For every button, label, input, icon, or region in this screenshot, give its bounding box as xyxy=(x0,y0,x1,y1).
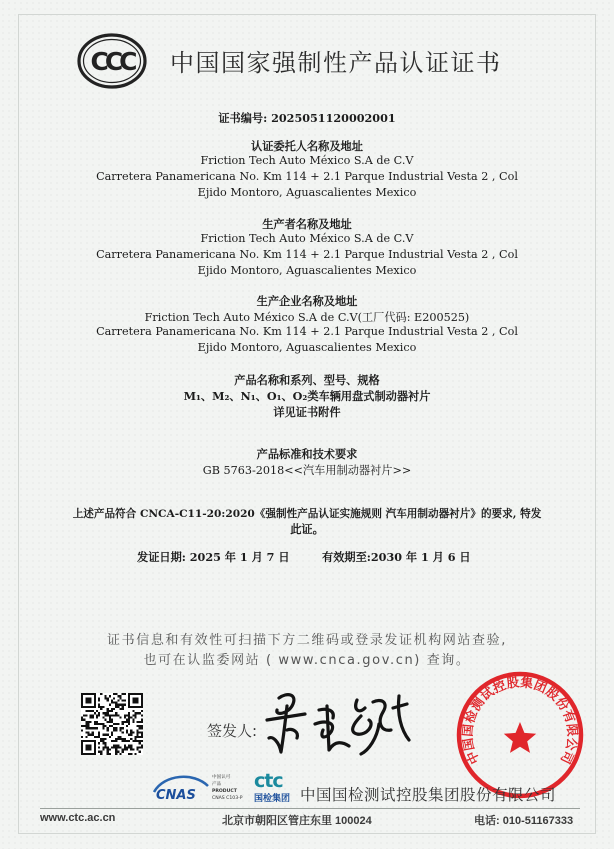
issue-date: 发证日期: 2025 年 1 月 7 日 xyxy=(137,550,290,564)
footer-phone: 电话: 010-51167333 xyxy=(474,815,574,827)
ctc-logo-text: ctc xyxy=(254,770,283,792)
applicant-address-2: Ejido Montoro, Aguascalientes Mexico xyxy=(197,186,417,199)
seal-text: 中国国检测试控股集团股份有限公司 xyxy=(459,674,581,767)
signature xyxy=(257,680,417,760)
seal-star-icon xyxy=(504,722,536,753)
cnas-line-3: PRODUCT xyxy=(212,789,237,794)
ctc-caption: 国检集团 xyxy=(254,794,291,804)
ccc-logo-text: CCC xyxy=(90,47,134,76)
footer-website[interactable]: www.ctc.ac.cn xyxy=(40,812,116,824)
applicant-address-1: Carretera Panamericana No. Km 114 + 2.1 Parque Industrial Vesta 2 , Col xyxy=(96,170,518,183)
verification-line-1: 证书信息和有效性可扫描下方二维码或登录发证机构网站查验, xyxy=(107,633,507,648)
cnas-line-4: CNAS C103-P xyxy=(212,796,243,801)
footer-divider xyxy=(40,808,580,809)
signatory-label: 签发人: xyxy=(207,722,258,740)
ccc-logo xyxy=(77,33,147,89)
applicant-heading: 认证委托人名称及地址 xyxy=(251,139,363,153)
cnas-logo xyxy=(150,770,262,806)
factory-address-2: Ejido Montoro, Aguascalientes Mexico xyxy=(197,341,417,354)
manufacturer-name: Friction Tech Auto México S.A de C.V xyxy=(200,232,414,245)
standard-value: GB 5763-2018<<汽车用制动器衬片>> xyxy=(202,464,412,477)
factory-heading: 生产企业名称及地址 xyxy=(256,294,358,308)
footer-address: 北京市朝阳区管庄东里 100024 xyxy=(222,815,372,827)
product-line-2: 详见证书附件 xyxy=(273,405,341,419)
manufacturer-heading: 生产者名称及地址 xyxy=(262,217,352,231)
verification-line-2: 也可在认监委网站 ( www.cnca.gov.cn) 查询。 xyxy=(143,653,471,668)
expiry-date: 有效期至:2030 年 1 月 6 日 xyxy=(322,550,471,564)
certificate-title: 中国国家强制性产品认证证书 xyxy=(170,49,502,77)
product-heading: 产品名称和系列、型号、规格 xyxy=(234,373,380,387)
certificate-number: 证书编号: 2025051120002001 xyxy=(218,111,396,125)
factory-name: Friction Tech Auto México S.A de C.V(工厂代码: E200525) xyxy=(144,311,470,324)
official-seal xyxy=(455,670,585,800)
cnas-logo-text: CNAS xyxy=(156,788,196,803)
conformity-line-2: 此证。 xyxy=(290,522,324,536)
cnas-line-1: 中国认可 xyxy=(212,775,231,780)
applicant-name: Friction Tech Auto México S.A de C.V xyxy=(200,154,414,167)
cnas-line-2: 产品 xyxy=(212,782,222,787)
factory-address-1: Carretera Panamericana No. Km 114 + 2.1 Parque Industrial Vesta 2 , Col xyxy=(96,325,518,338)
product-line-1: M₁、M₂、N₁、O₁、O₂类车辆用盘式制动器衬片 xyxy=(183,389,431,403)
qr-code[interactable] xyxy=(81,693,143,755)
standard-heading: 产品标准和技术要求 xyxy=(256,447,358,461)
manufacturer-address-2: Ejido Montoro, Aguascalientes Mexico xyxy=(197,264,417,277)
ctc-logo xyxy=(252,767,296,805)
manufacturer-address-1: Carretera Panamericana No. Km 114 + 2.1 Parque Industrial Vesta 2 , Col xyxy=(96,248,518,261)
issuer-name: 中国国检测试控股集团股份有限公司 xyxy=(300,786,557,804)
conformity-line-1: 上述产品符合 CNCA-C11-20:2020《强制性产品认证实施规则 汽车用制动器衬片》的要求, 特发 xyxy=(72,508,542,520)
